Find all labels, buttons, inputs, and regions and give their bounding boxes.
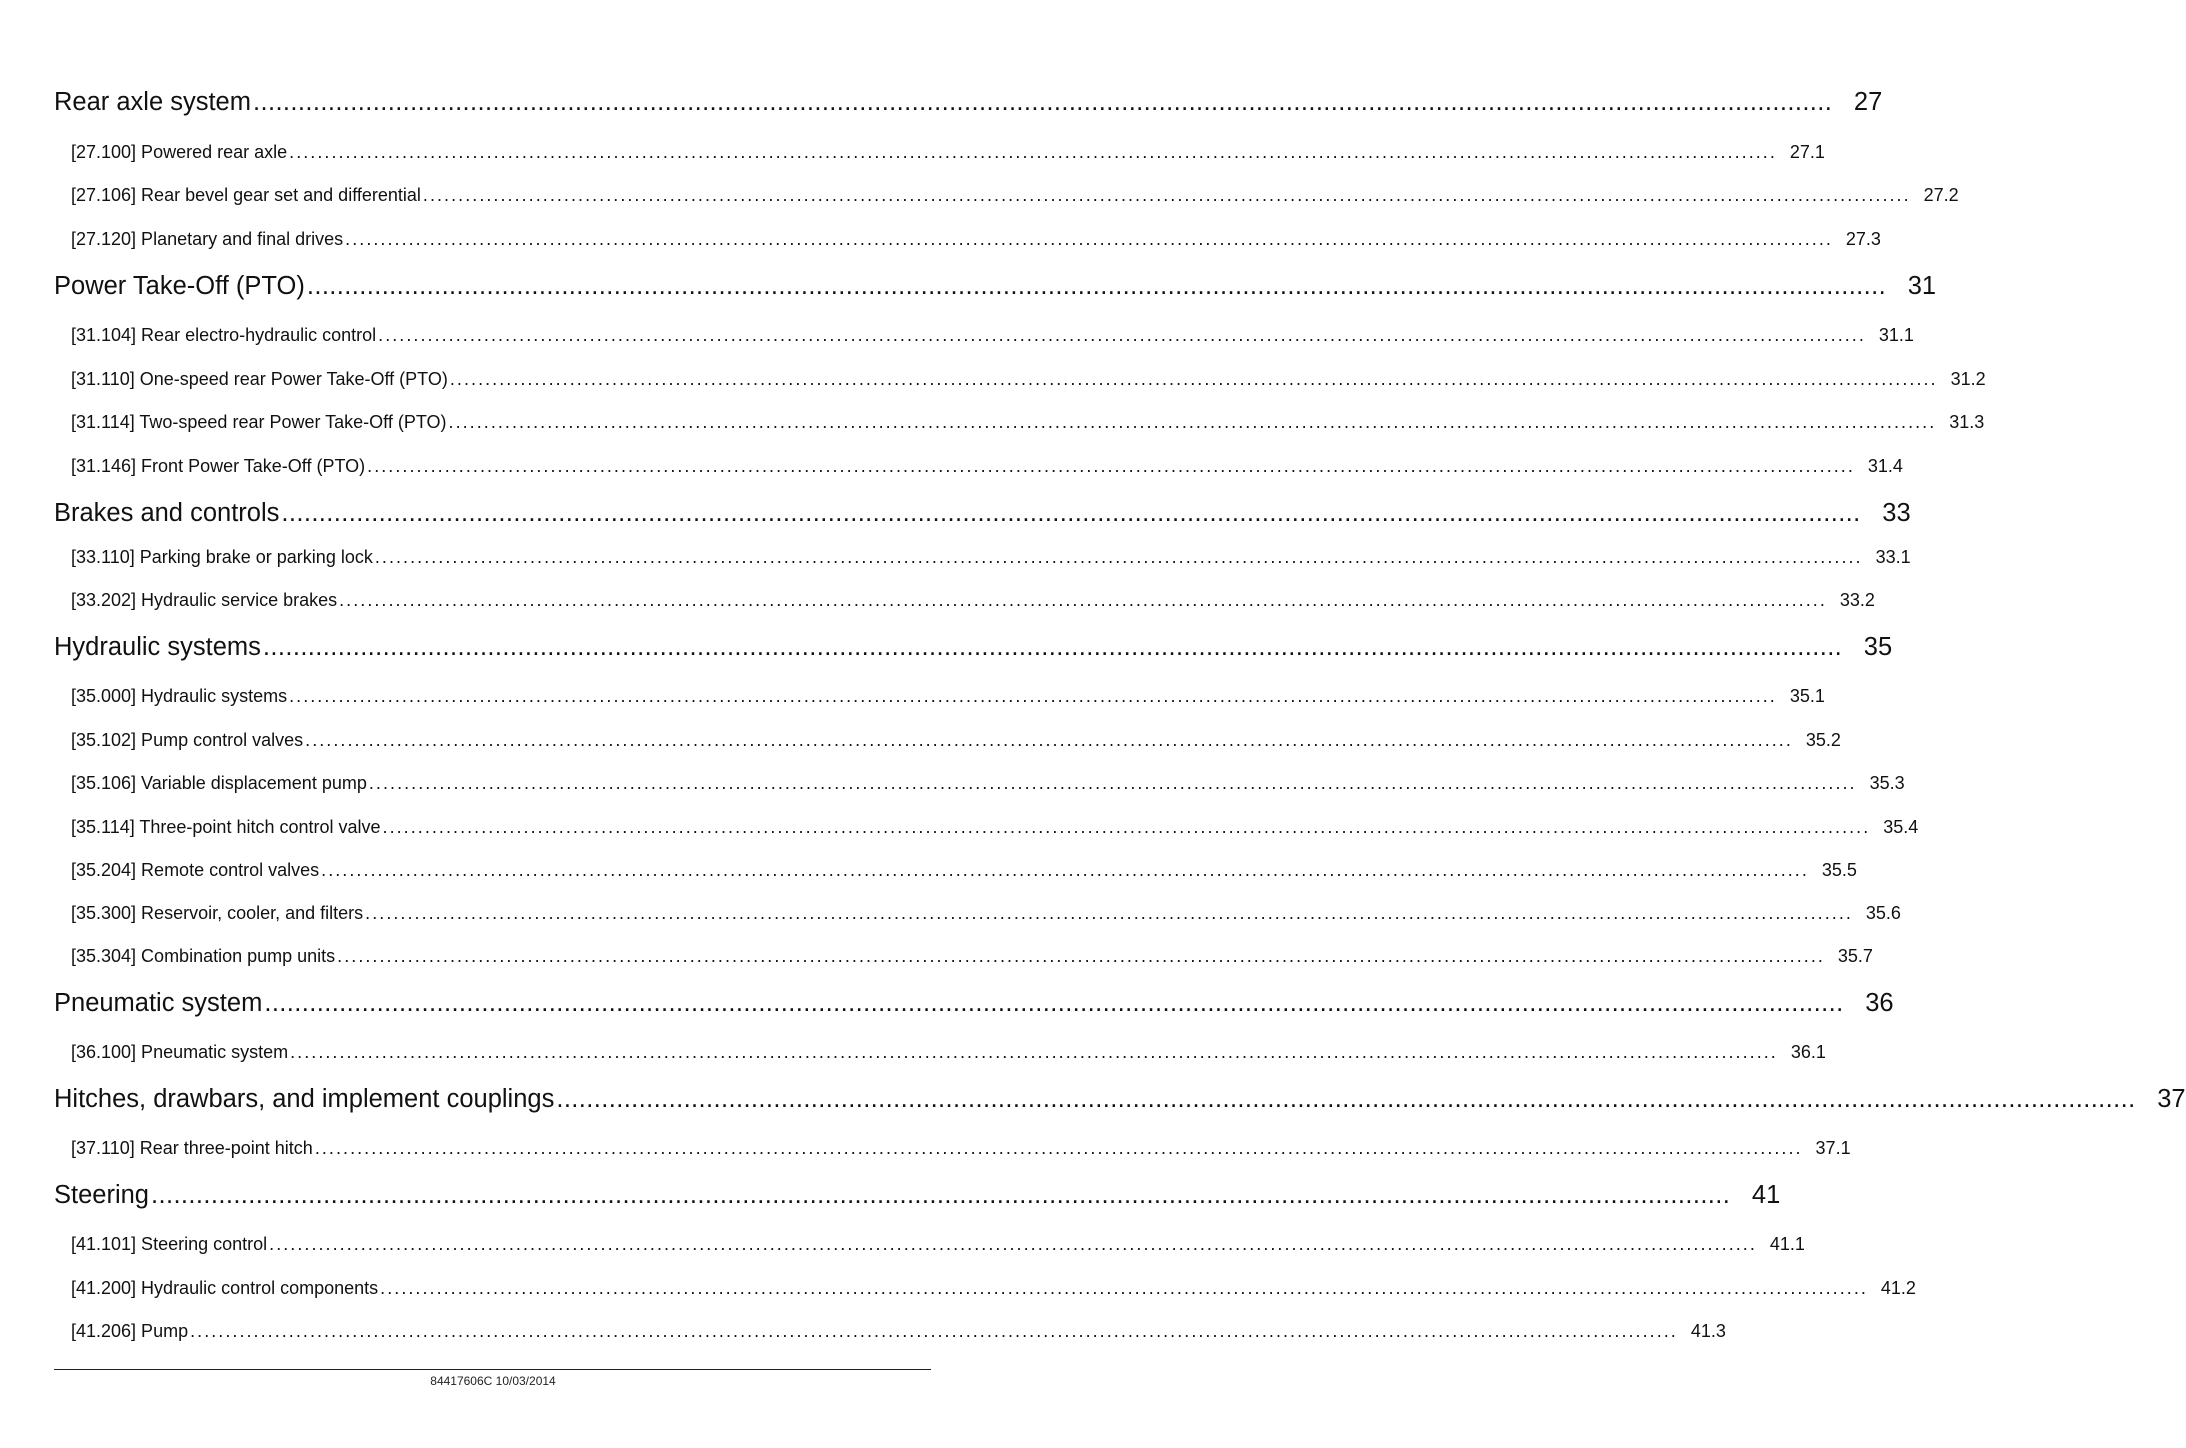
toc-entry[interactable] bbox=[71, 686, 1825, 707]
toc-entry[interactable] bbox=[71, 185, 1959, 206]
toc-entry-title: [27.106] Rear bevel gear set and differential bbox=[71, 185, 421, 205]
toc-page-number: 31 bbox=[1907, 272, 1937, 300]
toc-section[interactable] bbox=[54, 1085, 2186, 1114]
toc-leader-dots: ................................................................................................................................................................................................................... bbox=[289, 142, 1777, 162]
toc-page-number: 41 bbox=[1751, 1181, 1781, 1209]
toc-page-number: 27.1 bbox=[1789, 142, 1825, 162]
toc-page-number: 35.3 bbox=[1869, 773, 1905, 793]
toc-section-title: Steering bbox=[54, 1181, 149, 1209]
toc-entry[interactable] bbox=[71, 229, 1881, 250]
toc-entry[interactable] bbox=[71, 1278, 1916, 1299]
toc-entry[interactable] bbox=[71, 590, 1875, 611]
toc-leader-dots: ................................................................................................................................................................................................................... bbox=[367, 456, 1855, 476]
toc-entry-title: [31.146] Front Power Take-Off (PTO) bbox=[71, 456, 366, 476]
toc-leader-dots: ................................................................................................................................................................................................................... bbox=[305, 730, 1793, 750]
toc-entry-title: [35.304] Combination pump units bbox=[71, 946, 336, 966]
toc-leader-dots: ................................................................................................................................................................................................................... bbox=[321, 860, 1809, 880]
toc-entry-title: [35.300] Reservoir, cooler, and filters bbox=[71, 903, 364, 923]
toc-entry-title: [31.104] Rear electro-hydraulic control bbox=[71, 325, 377, 345]
toc-entry-title: [31.110] One-speed rear Power Take-Off (PTO) bbox=[71, 369, 448, 389]
toc-page-number: 41.2 bbox=[1880, 1278, 1916, 1298]
toc-leader-dots: ................................................................................................................................................................................................................... bbox=[262, 633, 1843, 661]
toc-leader-dots: ................................................................................................................................................................................................................... bbox=[380, 1278, 1868, 1298]
toc-entry[interactable] bbox=[71, 903, 1901, 924]
toc-page-number: 37.1 bbox=[1815, 1138, 1851, 1158]
toc-entry[interactable] bbox=[71, 730, 1841, 751]
toc-page-number: 35.1 bbox=[1789, 686, 1825, 706]
toc-leader-dots: ................................................................................................................................................................................................................... bbox=[448, 412, 1937, 432]
toc-leader-dots: ................................................................................................................................................................................................................... bbox=[281, 499, 1861, 527]
toc-page-number: 31.4 bbox=[1867, 456, 1903, 476]
toc-entry-title: [36.100] Pneumatic system bbox=[71, 1042, 289, 1062]
toc-page-number: 31.2 bbox=[1950, 369, 1986, 389]
toc-section[interactable] bbox=[54, 633, 1893, 662]
toc-entry[interactable] bbox=[71, 1234, 1805, 1255]
toc-section-title: Rear axle system bbox=[54, 88, 251, 116]
toc-page-number: 35.6 bbox=[1865, 903, 1901, 923]
toc-page-number: 35.4 bbox=[1883, 817, 1919, 837]
toc-entry-title: [31.114] Two-speed rear Power Take-Off (PTO) bbox=[71, 412, 447, 432]
toc-leader-dots: ................................................................................................................................................................................................................... bbox=[339, 590, 1827, 610]
toc-entry-title: [35.102] Pump control valves bbox=[71, 730, 304, 750]
toc-leader-dots: ................................................................................................................................................................................................................... bbox=[345, 229, 1833, 249]
toc-leader-dots: ................................................................................................................................................................................................................... bbox=[290, 1042, 1778, 1062]
toc-leader-dots: ................................................................................................................................................................................................................... bbox=[337, 946, 1825, 966]
toc-entry[interactable] bbox=[71, 456, 1903, 477]
toc-section-title: Power Take-Off (PTO) bbox=[54, 272, 305, 300]
toc-entry[interactable] bbox=[71, 142, 1825, 163]
toc-page-number: 35 bbox=[1863, 633, 1893, 661]
toc-page-number: 33.2 bbox=[1839, 590, 1875, 610]
toc-entry-title: [35.204] Remote control valves bbox=[71, 860, 320, 880]
toc-leader-dots: ................................................................................................................................................................................................................... bbox=[190, 1321, 1678, 1341]
toc-section[interactable] bbox=[54, 989, 1894, 1018]
toc-page-number: 35.7 bbox=[1837, 946, 1873, 966]
toc-entry[interactable] bbox=[71, 1042, 1826, 1063]
toc-page-number: 41.1 bbox=[1769, 1234, 1805, 1254]
toc-entry-title: [41.206] Pump bbox=[71, 1321, 189, 1341]
toc-entry[interactable] bbox=[71, 1138, 1851, 1159]
toc-leader-dots: ................................................................................................................................................................................................................... bbox=[422, 185, 1911, 205]
toc-section[interactable] bbox=[54, 272, 1937, 301]
toc-entry[interactable] bbox=[71, 369, 1986, 390]
toc-page-number: 35.5 bbox=[1821, 860, 1857, 880]
toc-entry-title: [33.202] Hydraulic service brakes bbox=[71, 590, 338, 610]
toc-section-title: Pneumatic system bbox=[54, 989, 263, 1017]
toc-page-number: 27 bbox=[1853, 88, 1883, 116]
toc-leader-dots: ................................................................................................................................................................................................................... bbox=[264, 989, 1844, 1017]
toc-leader-dots: ................................................................................................................................................................................................................... bbox=[252, 88, 1833, 116]
toc-entry-title: [37.110] Rear three-point hitch bbox=[71, 1138, 313, 1158]
toc-section-title: Hitches, drawbars, and implement couplings bbox=[54, 1085, 555, 1113]
toc-page-number: 31.3 bbox=[1949, 412, 1985, 432]
toc-entry[interactable] bbox=[71, 325, 1914, 346]
toc-page-number: 33.1 bbox=[1875, 547, 1911, 567]
toc-page-number: 36.1 bbox=[1790, 1042, 1826, 1062]
toc-leader-dots: ................................................................................................................................................................................................................... bbox=[150, 1181, 1731, 1209]
toc-section-title: Hydraulic systems bbox=[54, 633, 261, 661]
toc-leader-dots: ................................................................................................................................................................................................................... bbox=[314, 1138, 1803, 1158]
toc-section[interactable] bbox=[54, 88, 1883, 117]
footer-document-id: 84417606C 10/03/2014 bbox=[430, 1374, 556, 1388]
toc-leader-dots: ................................................................................................................................................................................................................... bbox=[289, 686, 1777, 706]
toc-section[interactable] bbox=[54, 1181, 1781, 1210]
toc-leader-dots: ................................................................................................................................................................................................................... bbox=[556, 1085, 2136, 1113]
toc-leader-dots: ................................................................................................................................................................................................................... bbox=[378, 325, 1866, 345]
toc-page-number: 31.1 bbox=[1878, 325, 1914, 345]
toc-section[interactable] bbox=[54, 499, 1911, 528]
toc-page-number: 41.3 bbox=[1690, 1321, 1726, 1341]
toc-leader-dots: ................................................................................................................................................................................................................... bbox=[365, 903, 1853, 923]
toc-entry[interactable] bbox=[71, 946, 1873, 967]
toc-leader-dots: ................................................................................................................................................................................................................... bbox=[269, 1234, 1757, 1254]
toc-entry[interactable] bbox=[71, 412, 1985, 433]
toc-entry-title: [35.114] Three-point hitch control valve bbox=[71, 817, 381, 837]
toc-page-number: 36 bbox=[1865, 989, 1894, 1017]
footer-divider bbox=[54, 1369, 931, 1370]
toc-entry-title: [27.120] Planetary and final drives bbox=[71, 229, 344, 249]
toc-section-title: Brakes and controls bbox=[54, 499, 280, 527]
toc-entry[interactable] bbox=[71, 817, 1919, 838]
toc-leader-dots: ................................................................................................................................................................................................................... bbox=[382, 817, 1871, 837]
toc-entry-title: [41.200] Hydraulic control components bbox=[71, 1278, 379, 1298]
toc-leader-dots: ................................................................................................................................................................................................................... bbox=[306, 272, 1887, 300]
toc-page-number: 35.2 bbox=[1805, 730, 1841, 750]
toc-entry[interactable] bbox=[71, 1321, 1726, 1342]
toc-page-number: 37 bbox=[2157, 1085, 2186, 1113]
toc-page-number: 27.3 bbox=[1845, 229, 1881, 249]
toc-entry[interactable] bbox=[71, 773, 1905, 794]
toc-leader-dots: ................................................................................................................................................................................................................... bbox=[449, 369, 1938, 389]
toc-leader-dots: ................................................................................................................................................................................................................... bbox=[374, 547, 1863, 567]
toc-page-number: 27.2 bbox=[1923, 185, 1959, 205]
toc-entry[interactable] bbox=[71, 860, 1857, 881]
toc-entry-title: [35.106] Variable displacement pump bbox=[71, 773, 367, 793]
toc-entry-title: [27.100] Powered rear axle bbox=[71, 142, 288, 162]
toc-entry-title: [33.110] Parking brake or parking lock bbox=[71, 547, 373, 567]
toc-entry[interactable] bbox=[71, 547, 1911, 568]
toc-leader-dots: ................................................................................................................................................................................................................... bbox=[368, 773, 1857, 793]
toc-page-number: 33 bbox=[1882, 499, 1911, 527]
toc-entry-title: [41.101] Steering control bbox=[71, 1234, 268, 1254]
toc-entry-title: [35.000] Hydraulic systems bbox=[71, 686, 288, 706]
